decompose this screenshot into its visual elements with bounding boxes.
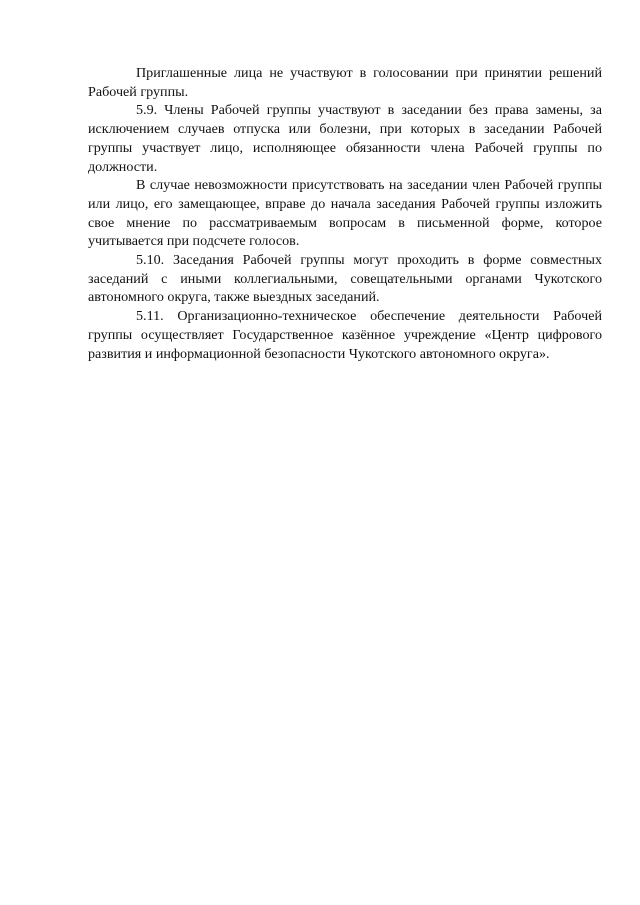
paragraph-5-11: 5.11. Организационно-техническое обеспечение деятельности Рабочей группы осуществляет Государственное казённое учреждение «Центр цифрового развития и информационной безопасности Чукотского автономного округа». <box>88 308 602 362</box>
document-body <box>88 64 602 363</box>
paragraph-5-9: 5.9. Члены Рабочей группы участвуют в заседании без права замены, за исключением случаев отпуска или болезни, при которых в заседании Рабочей группы участвует лицо, исполняющее обязанности члена Рабочей группы по должности. <box>88 102 602 175</box>
paragraph-invited-persons: Приглашенные лица не участвуют в голосовании при принятии решений Рабочей группы. <box>88 65 602 100</box>
paragraph-5-10: 5.10. Заседания Рабочей группы могут проходить в форме совместных заседаний с иными коллегиальными, совещательными органами Чукотского автономного округа, также выездных заседаний. <box>88 252 602 306</box>
paragraph-absence-opinion: В случае невозможности присутствовать на заседании член Рабочей группы или лицо, его замещающее, вправе до начала заседания Рабочей группы изложить свое мнение по рассматриваемым вопросам в письменной форме, которое учитывается при подсчете голосов. <box>88 177 602 250</box>
